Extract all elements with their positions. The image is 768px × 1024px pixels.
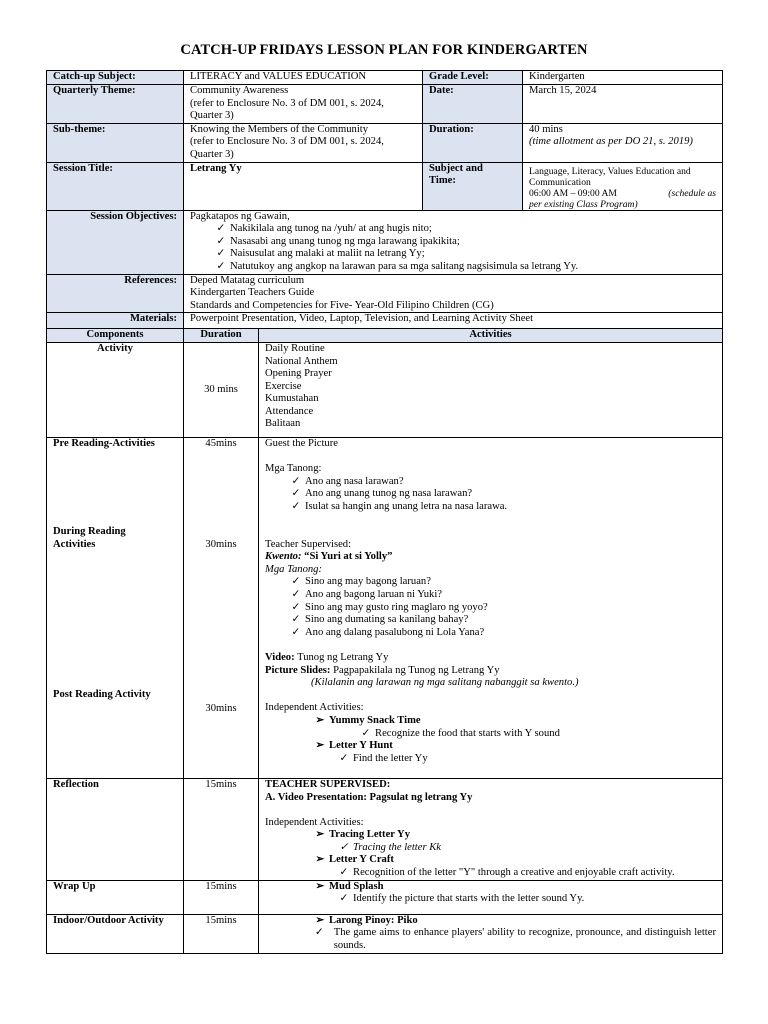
indoor-component: Indoor/Outdoor Activity [47, 914, 184, 953]
subtheme-line: Quarter 3) [190, 148, 234, 160]
guess-the-picture: Guest the Picture [265, 437, 338, 449]
question-text: Ano ang nasa larawan? [305, 475, 404, 487]
reading-activities [259, 437, 723, 778]
check-icon: ✓ [291, 601, 301, 613]
subject-time-line: Language, Literacy, Values Education and [529, 165, 691, 177]
subtheme-value [184, 123, 423, 162]
subject-time-label [423, 162, 523, 210]
check-icon: ✓ [291, 576, 301, 588]
question-text: Ano ang unang tunog ng nasa larawan? [305, 488, 473, 500]
references-value [184, 274, 723, 313]
reference-item: Deped Matatag curriculum [190, 274, 305, 286]
subject-time-line: Communication [529, 176, 591, 188]
independent-activity [265, 854, 716, 867]
independent-activity [265, 829, 716, 842]
kwento-label: Kwento: [265, 551, 302, 563]
during-reading-line: Activities [53, 538, 96, 550]
time-note: per existing Class Program) [529, 198, 638, 210]
activity-detail-text: The game aims to enhance players' ability to recognize, pronounce, and distinguish letter sounds. [333, 927, 716, 951]
independent-heading: Independent Activities: [265, 816, 364, 828]
activity-detail [265, 927, 716, 952]
question-text: Sino ang may bagong laruan? [305, 576, 431, 588]
subject-value: LITERACY and VALUES EDUCATION [184, 71, 423, 85]
duration-note: (time allotment as per DO 21, s. 2019) [529, 136, 693, 148]
activity-title: Mud Splash [329, 880, 384, 892]
grade-value: Kindergarten [523, 71, 723, 85]
kwento-title: “Si Yuri at si Yolly” [304, 551, 393, 563]
subject-label: Catch-up Subject: [47, 71, 184, 85]
subject-time-label-line: Time: [429, 175, 456, 187]
pre-reading-label: Pre Reading-Activities [53, 437, 155, 449]
arrow-bullet-icon: ➢ [315, 880, 325, 892]
subject-time-value [523, 162, 723, 210]
slides-note: (Kilalanin ang larawan ng mga salitang nabanggit sa kwento.) [311, 677, 579, 689]
check-icon: ✓ [216, 260, 226, 272]
duration-value [523, 123, 723, 162]
post-reading-duration: 30mins [205, 702, 237, 714]
lesson-plan-table [46, 70, 723, 954]
activity-title: Letter Y Hunt [329, 740, 393, 752]
grade-label: Grade Level: [423, 71, 523, 85]
teacher-supervised-heading: TEACHER SUPERVISED: [265, 778, 391, 790]
reading-components [47, 437, 184, 778]
check-icon: ✓ [291, 475, 301, 487]
activity-item: Balitaan [265, 418, 301, 430]
activity-detail [265, 867, 716, 880]
question-item [265, 576, 716, 589]
objective-item [190, 248, 716, 261]
objectives-value [184, 210, 723, 274]
activity-detail-text: Find the letter Yy [353, 752, 428, 764]
activity-item: Opening Prayer [265, 368, 332, 380]
check-icon: ✓ [291, 488, 301, 500]
question-item [265, 589, 716, 602]
question-item [265, 501, 716, 514]
activity-item: Attendance [265, 405, 314, 417]
question-item [265, 602, 716, 615]
question-item [265, 627, 716, 640]
activity-list [259, 342, 723, 437]
activity-detail [265, 893, 716, 906]
during-reading-label [53, 526, 126, 551]
subject-time-label-line: Subject and [429, 162, 483, 174]
wrapup-activities [259, 880, 723, 914]
objectives-intro: Pagkatapos ng Gawain, [190, 210, 290, 222]
activity-title: Tracing Letter Yy [329, 829, 410, 841]
slides-value: Pagpapakilala ng Tunog ng Letrang Yy [333, 664, 500, 676]
arrow-bullet-icon: ➢ [315, 854, 325, 866]
activities-header: Activities [259, 329, 723, 343]
activity-item: Daily Routine [265, 342, 325, 354]
theme-label: Quarterly Theme: [47, 85, 184, 124]
objective-text: Nakikilala ang tunog na /yuh/ at ang hugis nito; [230, 223, 432, 235]
theme-value [184, 85, 423, 124]
activity-item: Kumustahan [265, 393, 319, 405]
activity-duration: 30 mins [184, 342, 259, 437]
reference-item: Standards and Competencies for Five- Year-Old Filipino Children (CG) [190, 299, 494, 311]
activity-detail-text: Tracing the letter Kk [353, 841, 441, 853]
check-icon: ✓ [291, 626, 301, 638]
activity-title: Larong Pinoy: Piko [329, 914, 418, 926]
objective-item [190, 223, 716, 236]
question-text: Isulat sa hangin ang unang letra na nasa larawa. [305, 500, 508, 512]
independent-activity [265, 715, 716, 728]
reflection-activities [259, 778, 723, 880]
reading-durations [184, 437, 259, 778]
questions-heading: Mga Tanong: [265, 563, 322, 575]
theme-line: Community Awareness [190, 85, 289, 96]
question-text: Ano ang dalang pasalubong ni Lola Yana? [305, 626, 485, 638]
activity-item: National Anthem [265, 355, 338, 367]
time-note: (schedule as [668, 187, 716, 199]
kwento-line [265, 551, 716, 564]
objective-item [190, 236, 716, 249]
question-item [265, 488, 716, 501]
reflection-component: Reflection [47, 778, 184, 880]
question-text: Sino ang dumating sa kanilang bahay? [305, 614, 469, 626]
objective-text: Nasasabi ang unang tunog ng mga larawang ipakikita; [230, 235, 460, 247]
check-icon: ✓ [339, 893, 349, 905]
check-icon: ✓ [291, 589, 301, 601]
objective-text: Naisusulat ang malaki at maliit na letrang Yy; [230, 248, 425, 260]
session-label: Session Title: [47, 162, 184, 210]
question-text: Ano ang bagong laruan ni Yuki? [305, 589, 442, 601]
during-reading-line: During Reading [53, 525, 126, 537]
activity-component: Activity [47, 342, 184, 437]
activity-detail [265, 728, 716, 741]
subtheme-label: Sub-theme: [47, 123, 184, 162]
check-icon: ✓ [339, 841, 349, 853]
activity-title: Letter Y Craft [329, 854, 394, 866]
pre-reading-duration: 45mins [205, 437, 237, 449]
subtheme-line: Knowing the Members of the Community [190, 123, 369, 135]
activity-title: Yummy Snack Time [329, 714, 421, 726]
theme-line: Quarter 3) [190, 110, 234, 122]
check-icon: ✓ [339, 867, 349, 879]
check-icon: ✓ [216, 223, 226, 235]
subtheme-line: (refer to Enclosure No. 3 of DM 001, s. 2024, [190, 136, 384, 148]
arrow-bullet-icon: ➢ [315, 740, 325, 752]
independent-heading: Independent Activities: [265, 702, 364, 714]
question-item [265, 476, 716, 489]
independent-activity [265, 740, 716, 753]
objective-item [190, 261, 716, 274]
check-icon: ✓ [216, 248, 226, 260]
indoor-activities [259, 914, 723, 953]
references-label: References: [47, 274, 184, 313]
question-item [265, 614, 716, 627]
activity-detail-text: Identify the picture that starts with the letter sound Yy. [353, 893, 585, 905]
components-header: Components [47, 329, 184, 343]
activity-detail-text: Recognize the food that starts with Y sound [375, 727, 560, 739]
page-title: CATCH-UP FRIDAYS LESSON PLAN FOR KINDERGARTEN [180, 42, 588, 58]
arrow-bullet-icon: ➢ [315, 714, 325, 726]
session-value: Letrang Yy [184, 162, 423, 210]
video-line [265, 652, 716, 665]
video-value: Tunog ng Letrang Yy [297, 652, 389, 663]
video-label: Video: [265, 652, 295, 663]
indoor-activity [265, 915, 716, 928]
slides-line [265, 665, 716, 678]
arrow-bullet-icon: ➢ [315, 829, 325, 841]
slides-label: Picture Slides: [265, 664, 331, 676]
objective-text: Natutukoy ang angkop na larawan para sa mga salitang nagsisimula sa letrang Yy. [230, 260, 579, 272]
activity-item: Exercise [265, 380, 302, 392]
materials-value: Powerpoint Presentation, Video, Laptop, Television, and Learning Activity Sheet [184, 313, 723, 329]
indoor-duration: 15mins [184, 914, 259, 953]
reference-item: Kindergarten Teachers Guide [190, 287, 315, 299]
arrow-bullet-icon: ➢ [315, 914, 325, 926]
activity-detail-text: Recognition of the letter "Y" through a creative and enjoyable craft activity. [353, 867, 675, 879]
question-text: Sino ang may gusto ring maglaro ng yoyo? [305, 601, 488, 613]
teacher-supervised: Teacher Supervised: [265, 538, 352, 550]
check-icon: ✓ [314, 927, 324, 939]
wrapup-component: Wrap Up [47, 880, 184, 914]
video-presentation: A. Video Presentation: Pagsulat ng letrang Yy [265, 791, 473, 803]
post-reading-label: Post Reading Activity [53, 688, 151, 700]
wrapup-duration: 15mins [184, 880, 259, 914]
date-value: March 15, 2024 [523, 85, 723, 124]
duration-label: Duration: [423, 123, 523, 162]
duration-text: 40 mins [529, 123, 563, 135]
wrapup-activity [265, 881, 716, 894]
date-label: Date: [423, 85, 523, 124]
check-icon: ✓ [291, 614, 301, 626]
check-icon: ✓ [291, 500, 301, 512]
materials-label: Materials: [47, 313, 184, 329]
reflection-duration: 15mins [184, 778, 259, 880]
time-value: 06:00 AM – 09:00 AM [529, 187, 617, 199]
check-icon: ✓ [339, 752, 349, 764]
duration-header: Duration [184, 329, 259, 343]
activity-detail [265, 753, 716, 766]
objectives-label: Session Objectives: [47, 210, 184, 274]
activity-detail [265, 842, 716, 855]
theme-line: (refer to Enclosure No. 3 of DM 001, s. 2024, [190, 97, 384, 109]
check-icon: ✓ [216, 235, 226, 247]
during-reading-duration: 30mins [205, 538, 237, 550]
questions-heading: Mga Tanong: [265, 463, 322, 475]
check-icon: ✓ [361, 727, 371, 739]
